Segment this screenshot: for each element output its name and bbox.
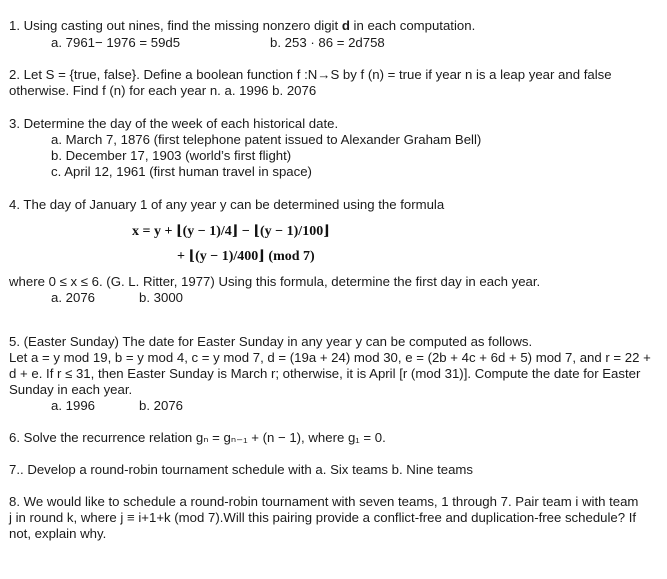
problem-1-title <box>9 18 475 34</box>
problem-4-formula-line-1: x = y + ⌊(y − 1)/4⌋ − ⌊(y − 1)/100⌋ <box>132 224 330 239</box>
problem-5-part-a: a. 1996 <box>51 398 95 413</box>
problem-8-line-1: 8. We would like to schedule a round-robin tournament with seven teams, 1 through 7. Pair team i with team <box>9 494 639 509</box>
problem-3-part-a: a. March 7, 1876 (first telephone patent issued to Alexander Graham Bell) <box>51 132 482 147</box>
problem-8-line-3: not, explain why. <box>9 526 107 541</box>
problem-7-text: 7.. Develop a round-robin tournament schedule with a. Six teams b. Nine teams <box>9 462 474 477</box>
problem-1-variable: d <box>341 18 350 33</box>
problem-3-title: 3. Determine the day of the week of each historical date. <box>9 116 339 131</box>
problem-8-line-2: j in round k, where j ≡ i+1+k (mod 7).Will this pairing provide a conflict-free and duplication-free schedule? If <box>9 510 637 525</box>
problem-4-where: where 0 ≤ x ≤ 6. (G. L. Ritter, 1977) Using this formula, determine the first day in each year. <box>9 274 541 289</box>
problem-3-part-c: c. April 12, 1961 (first human travel in space) <box>51 164 312 179</box>
problem-2-line-1: 2. Let S = {true, false}. Define a boolean function f :N→S by f (n) = true if year n is a leap year and false <box>9 67 612 82</box>
problem-1-part-a: a. 7961− 1976 = 59d5 <box>51 35 181 50</box>
problem-5-line-2: Let a = y mod 19, b = y mod 4, c = y mod 7, d = (19a + 24) mod 30, e = (2b + 4c + 6d + 5) mod 7, and r = 22 + <box>9 350 651 365</box>
problem-4-formula-line-2: + ⌊(y − 1)/400⌋ (mod 7) <box>177 249 315 264</box>
problem-2-line-2: otherwise. Find f (n) for each year n. a. 1996 b. 2076 <box>9 83 317 98</box>
problem-5-line-3: d + e. If r ≤ 31, then Easter Sunday is March r; otherwise, it is April [r (mod 31)]. Compute the date for Easter <box>9 366 641 381</box>
problem-1-suffix: in each computation. <box>349 18 476 33</box>
problem-5-part-b: b. 2076 <box>139 398 183 413</box>
problem-1-prefix: 1. Using casting out nines, find the missing nonzero digit <box>9 18 342 33</box>
problem-5-line-1: 5. (Easter Sunday) The date for Easter Sunday in any year y can be computed as follows. <box>9 334 533 349</box>
problem-4-part-a: a. 2076 <box>51 290 95 305</box>
problem-5-line-4: Sunday in each year. <box>9 382 133 397</box>
problem-6-text: 6. Solve the recurrence relation gₙ = gₙ₋₁ + (n − 1), where g₁ = 0. <box>9 430 386 445</box>
problem-1-part-b: b. 253 · 86 = 2d758 <box>270 35 385 50</box>
problem-4-title: 4. The day of January 1 of any year y can be determined using the formula <box>9 197 445 212</box>
problem-3-part-b: b. December 17, 1903 (world’s first flight) <box>51 148 292 163</box>
problem-4-part-b: b. 3000 <box>139 290 183 305</box>
